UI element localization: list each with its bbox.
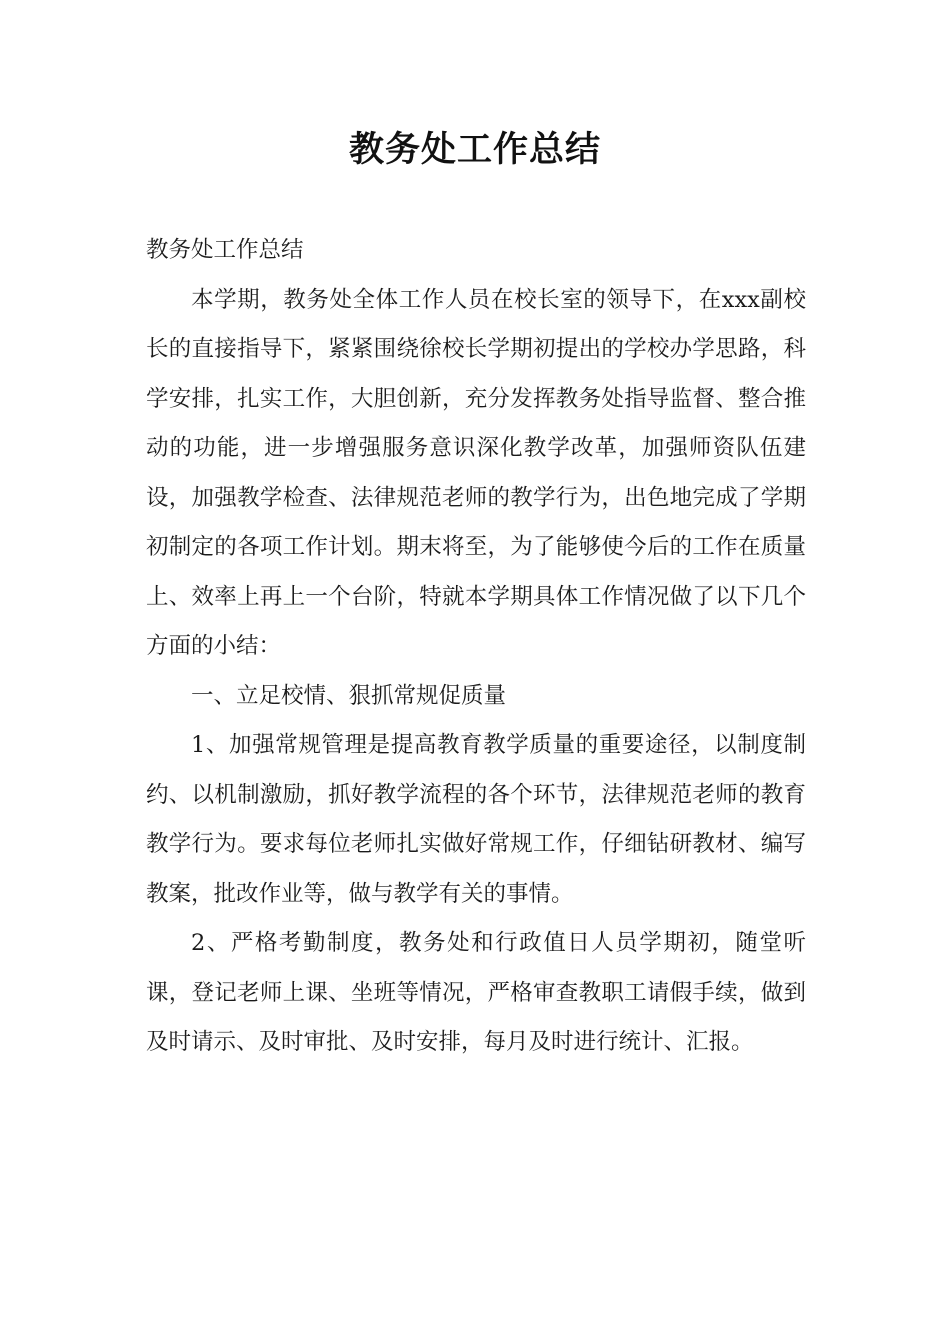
paragraph-intro: 本学期，教务处全体工作人员在校长室的领导下，在xxx副校长的直接指导下，紧紧围绕徐校长学期初提出的学校办学思路，科学安排，扎实工作，大胆创新，充分发挥教务处指导监督、整合推动的功能，进一步增强服务意识深化教学改革，加强师资队伍建设，加强教学检查、法律规范老师的教学行为，出色地完成了学期初制定的各项工作计划。期末将至，为了能够使今后的工作在质量上、效率上再上一个台阶，特就本学期具体工作情况做了以下几个方面的小结： bbox=[146, 286, 806, 659]
document-title: 教务处工作总结 bbox=[348, 130, 601, 170]
document-body bbox=[146, 226, 806, 1068]
paragraph-item-1: 1、加强常规管理是提高教育教学质量的重要途径，以制度制约、以机制激励，抓好教学流程的各个环节，法律规范老师的教育教学行为。要求每位老师扎实做好常规工作，仔细钻研教材、编写教案，批改作业等，做与教学有关的事情。 bbox=[146, 732, 806, 907]
document-subtitle: 教务处工作总结 bbox=[146, 237, 304, 263]
section-heading-1: 一、立足校情、狠抓常规促质量 bbox=[191, 682, 507, 709]
paragraph-item-2: 2、严格考勤制度，教务处和行政值日人员学期初，随堂听课，登记老师上课、坐班等情况，严格审查教职工请假手续，做到及时请示、及时审批、及时安排，每月及时进行统计、汇报。 bbox=[146, 930, 806, 1055]
